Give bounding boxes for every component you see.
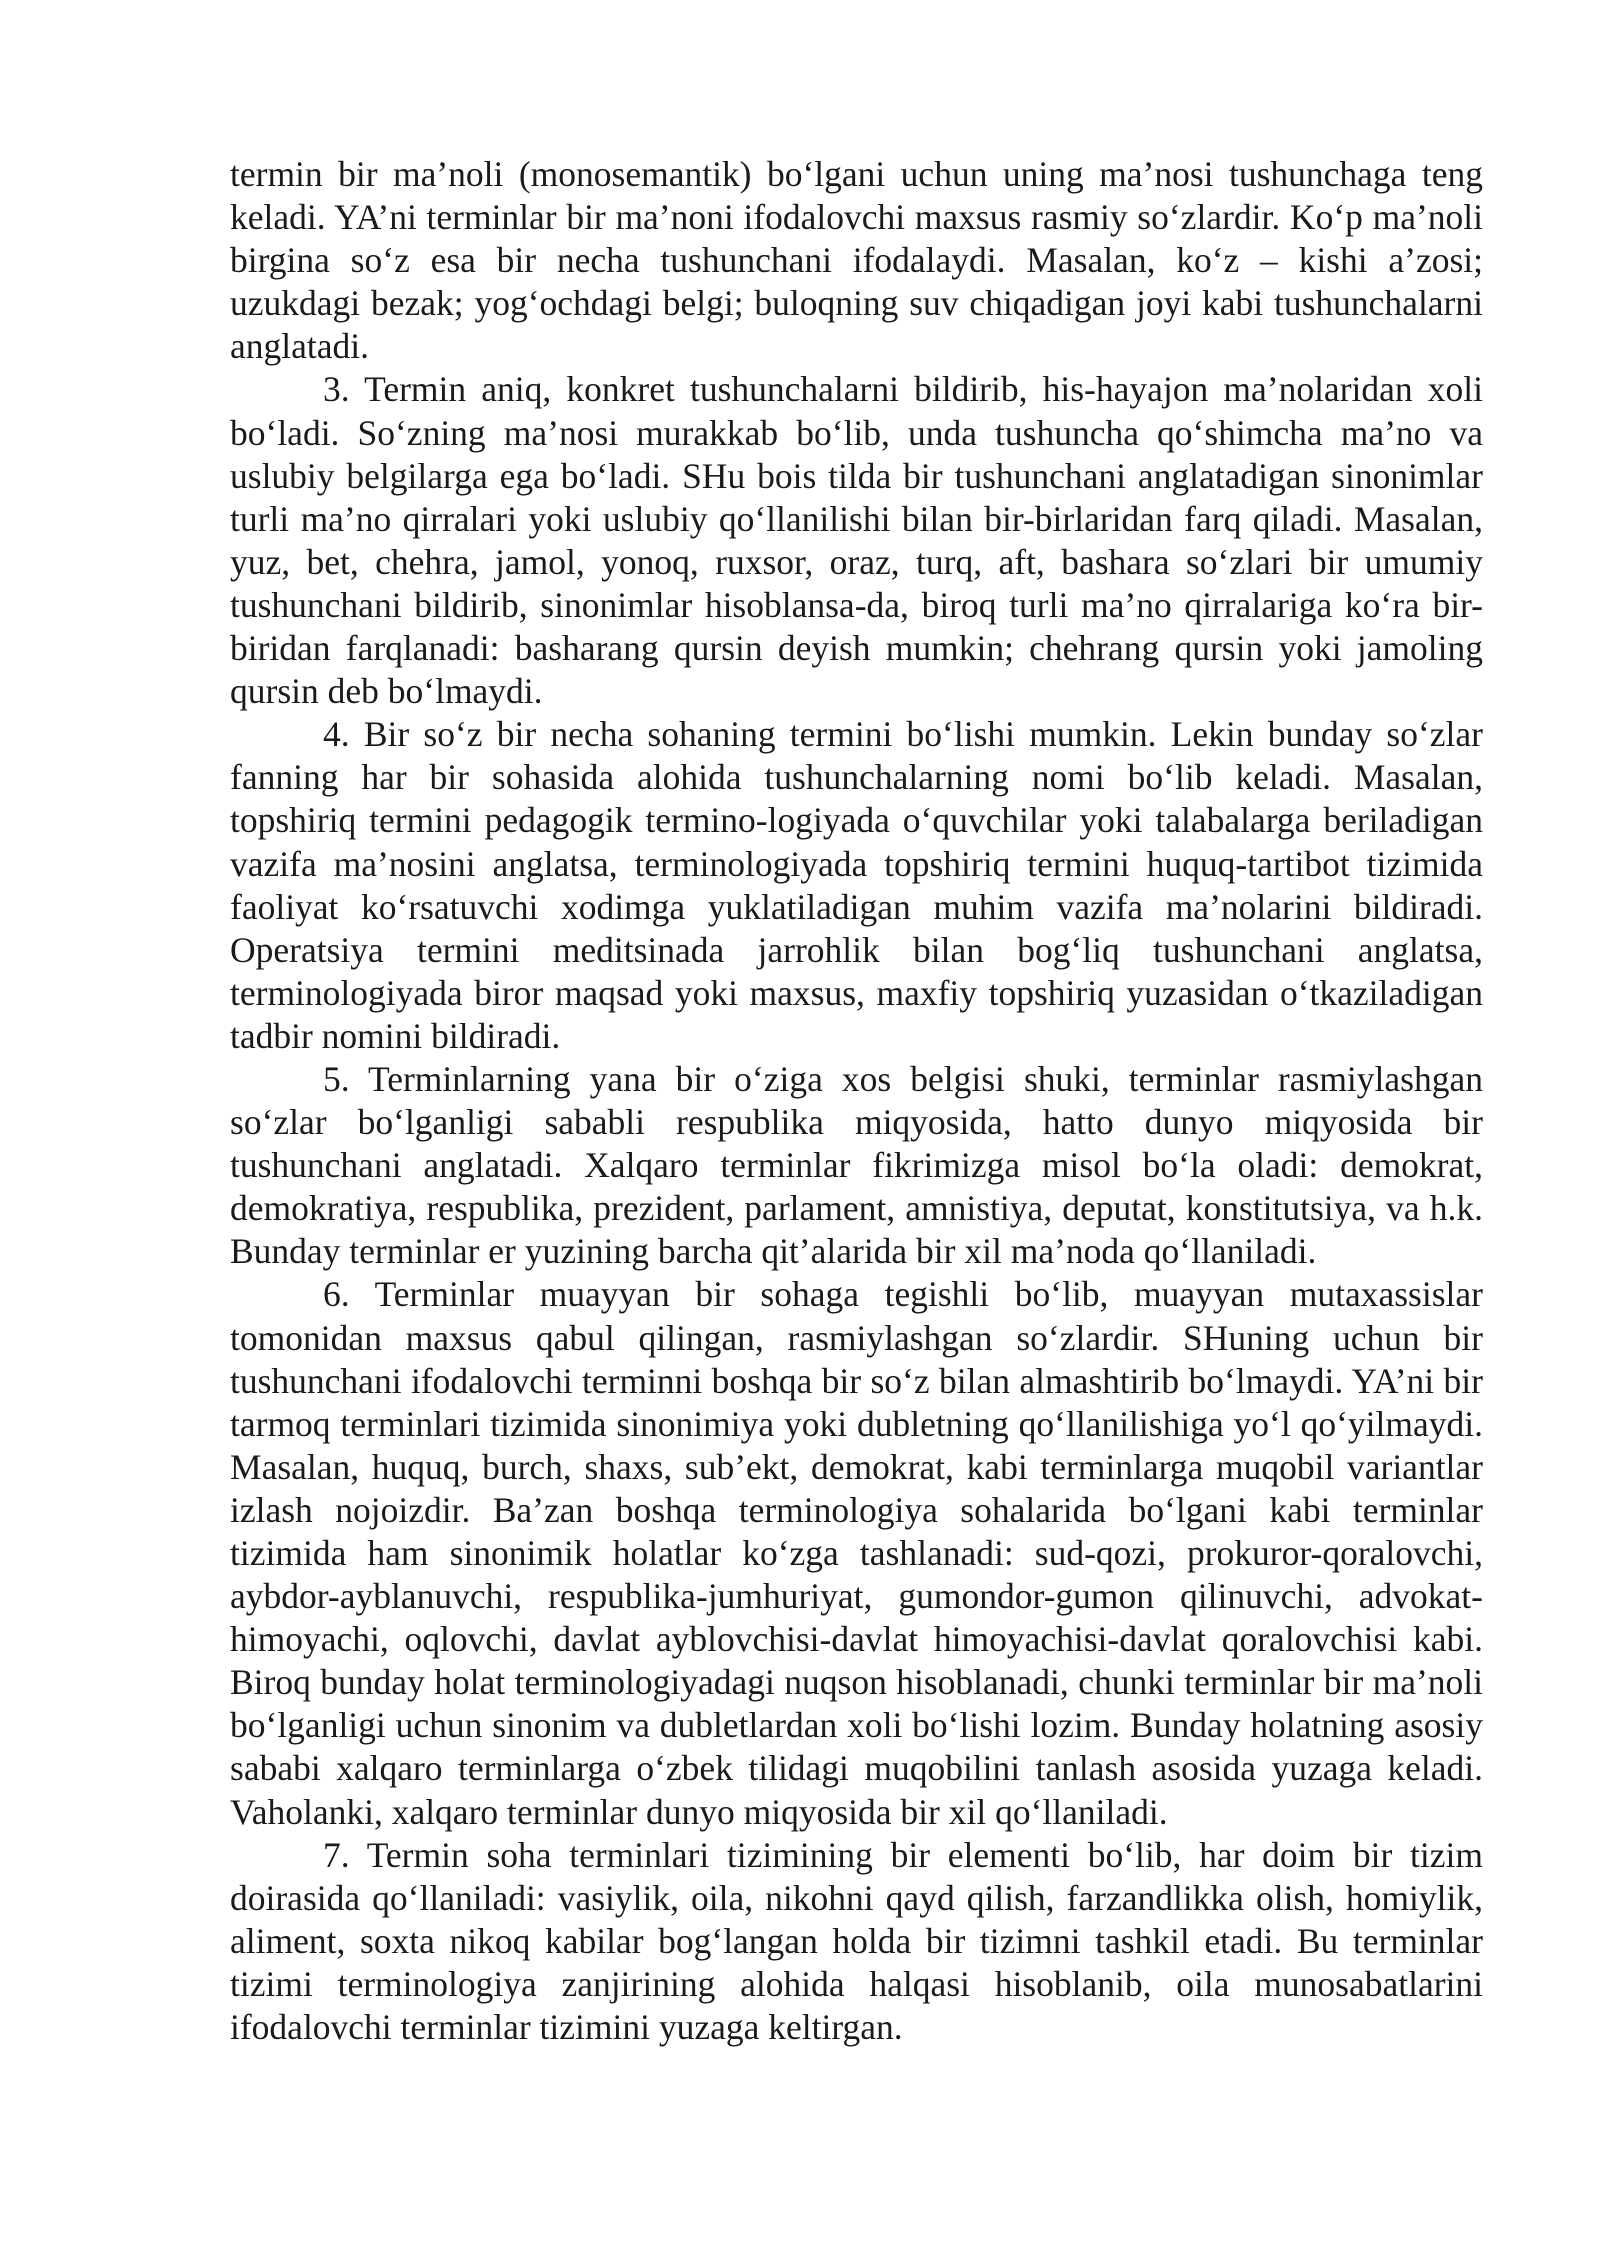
paragraph-point-6: 6. Terminlar muayyan bir sohaga tegishli bo‘lib, muayyan mutaxassislar tomonidan maxsus qabul qilingan, rasmiylashgan so‘zlardir. SHuning uchun bir tushunchani ifodalovchi terminni boshqa bir so‘z bilan almashtirib bo‘lmaydi. YA’ni bir tarmoq terminlari tizimida sinonimiya yoki dubletning qo‘llanilishiga yo‘l qo‘yilmaydi. Masalan, huquq, burch, shaxs, sub’ekt, demokrat, kabi terminlarga muqobil variantlar izlash nojoizdir. Ba’zan boshqa terminologiya sohalarida bo‘lgani kabi terminlar tizimida ham sinonimik holatlar ko‘zga tashlanadi: sud-qozi, prokuror-qoralovchi, aybdor-ayblanuvchi, respublika-jumhuriyat, gumondor-gumon qilinuvchi, advokat-himoyachi, oqlovchi, davlat ayblovchisi-davlat himoyachisi-davlat qoralovchisi kabi. Biroq bunday holat terminologiyadagi nuqson hisoblanadi, chunki terminlar bir ma’noli bo‘lganligi uchun sinonim va dubletlardan xoli bo‘lishi lozim. Bunday holatning asosiy sababi xalqaro terminlarga o‘zbek tilidagi muqobilini tanlash asosida yuzaga keladi. Vaholanki, xalqaro terminlar dunyo miqyosida bir xil qo‘llaniladi. <box>230 1274 1483 1832</box>
paragraph-continuation: termin bir ma’noli (monosemantik) bo‘lgani uchun uning ma’nosi tushunchaga teng keladi. YA’ni terminlar bir ma’noni ifodalovchi maxsus rasmiy so‘zlardir. Ko‘p ma’noli birgina so‘z esa bir necha tushunchani ifodalaydi. Masalan, ko‘z – kishi a’zosi; uzukdagi bezak; yog‘ochdagi belgi; buloqning suv chiqadigan joyi kabi tushunchalarni anglatadi. <box>230 154 1483 367</box>
paragraph-point-5: 5. Terminlarning yana bir o‘ziga xos belgisi shuki, terminlar rasmiylashgan so‘zlar bo‘lganligi sababli respublika miqyosida, hatto dunyo miqyosida bir tushunchani anglatadi. Xalqaro terminlar fikrimizga misol bo‘la oladi: demokrat, demokratiya, respublika, prezident, parlament, amnistiya, deputat, konstitutsiya, va h.k. Bunday terminlar er yuzining barcha qit’alarida bir xil ma’noda qo‘llaniladi. <box>230 1058 1483 1272</box>
document-page <box>230 153 1483 2049</box>
paragraph-point-3: 3. Termin aniq, konkret tushunchalarni bildirib, his-hayajon ma’nolaridan xoli bo‘ladi. So‘zning ma’nosi murakkab bo‘lib, unda tushuncha qo‘shimcha ma’no va uslubiy belgilarga ega bo‘ladi. SHu bois tilda bir tushunchani anglatadigan sinonimlar turli ma’no qirralari yoki uslubiy qo‘llanilishi bilan bir-birlaridan farq qiladi. Masalan, yuz, bet, chehra, jamol, yonoq, ruxsor, oraz, turq, aft, bashara so‘zlari bir umumiy tushunchani bildirib, sinonimlar hisoblansa-da, biroq turli ma’no qirralariga ko‘ra bir-biridan farqlanadi: basharang qursin deyish mumkin; chehrang qursin yoki jamoling qursin deb bo‘lmaydi. <box>230 369 1483 712</box>
paragraph-point-7: 7. Termin soha terminlari tizimining bir elementi bo‘lib, har doim bir tizim doirasida qo‘llaniladi: vasiylik, oila, nikohni qayd qilish, farzandlikka olish, homiylik, aliment, soxta nikoq kabilar bog‘langan holda bir tizimni tashkil etadi. Bu terminlar tizimi terminologiya zanjirining alohida halqasi hisoblanib, oila munosabatlarini ifodalovchi terminlar tizimini yuzaga keltirgan. <box>230 1834 1483 2048</box>
paragraph-point-4: 4. Bir so‘z bir necha sohaning termini bo‘lishi mumkin. Lekin bunday so‘zlar fanning har bir sohasida alohida tushunchalarning nomi bo‘lib keladi. Masalan, topshiriq termini pedagogik termino-logiyada o‘quvchilar yoki talabalarga beriladigan vazifa ma’nosini anglatsa, terminologiyada topshiriq termini huquq-tartibot tizimida faoliyat ko‘rsatuvchi xodimga yuklatiladigan muhim vazifa ma’nolarini bildiradi. Operatsiya termini meditsinada jarrohlik bilan bog‘liq tushunchani anglatsa, terminologiyada biror maqsad yoki maxsus, maxfiy topshiriq yuzasidan o‘tkaziladigan tadbir nomini bildiradi. <box>230 714 1483 1056</box>
